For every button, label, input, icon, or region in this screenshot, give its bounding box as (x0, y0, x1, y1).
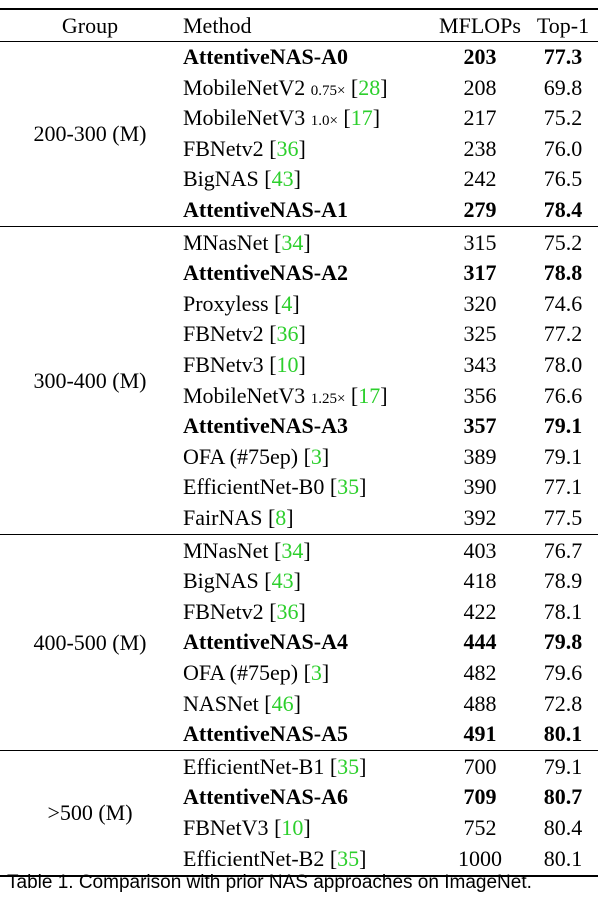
method-cell: EfficientNet-B0 [35] (183, 474, 367, 500)
mflops-cell: 482 (463, 660, 497, 685)
method-name: AttentiveNAS-A0 (183, 44, 348, 69)
method-cell: NASNet [46] (183, 690, 301, 716)
top1-cell: 77.2 (543, 321, 583, 347)
mflops-cell: 325 (463, 321, 497, 347)
method-name: EfficientNet-B1 (183, 753, 325, 779)
method-name: AttentiveNAS-A3 (183, 413, 348, 439)
group-label: 200-300 (M) (33, 121, 147, 146)
top1-cell: 78.4 (543, 197, 583, 222)
mflops-cell: 357 (463, 413, 497, 439)
method-cell: FBNetv3 [10] (183, 352, 306, 377)
citation-link[interactable]: 46 (271, 690, 294, 716)
method-cell (183, 719, 348, 750)
citation-link[interactable]: 36 (276, 135, 299, 161)
citation-link[interactable]: 35 (337, 753, 360, 779)
mflops-cell: 491 (463, 721, 497, 747)
width-multiplier: 1.0× (310, 113, 338, 130)
method-name: EfficientNet-B0 (183, 474, 325, 500)
citation-link[interactable]: 43 (271, 568, 294, 594)
mflops-cell: 203 (463, 44, 497, 69)
mflops-cell: 392 (463, 505, 497, 530)
method-cell (183, 42, 348, 73)
mflops-cell: 390 (463, 474, 497, 500)
method-name: NASNet (183, 690, 259, 716)
top1-cell: 77.3 (543, 44, 583, 69)
top1-cell: 79.1 (543, 413, 583, 439)
method-name: AttentiveNAS-A6 (183, 784, 348, 810)
method-cell: OFA (#75ep) [3] (183, 660, 330, 685)
mflops-cell: 752 (463, 815, 497, 840)
citation-link[interactable]: 4 (281, 290, 293, 316)
method-name: MNasNet (183, 537, 269, 563)
method-cell: OFA (#75ep) [3] (183, 443, 330, 469)
mflops-cell: 389 (463, 443, 497, 469)
top1-cell: 78.9 (543, 568, 583, 594)
method-name: BigNAS (183, 166, 259, 192)
mflops-cell: 356 (463, 382, 497, 408)
method-name: FBNetv2 (183, 598, 264, 624)
top1-cell: 77.5 (543, 505, 583, 530)
method-name: MobileNetV2 (183, 74, 306, 100)
top1-cell: 72.8 (543, 690, 583, 716)
citation-link[interactable]: 3 (310, 443, 322, 469)
method-cell (183, 258, 348, 289)
citation-link[interactable]: 36 (276, 321, 299, 347)
method-cell (183, 411, 348, 442)
top1-cell: 78.1 (543, 598, 583, 624)
top1-cell: 79.6 (543, 660, 583, 685)
method-cell: FBNetv2 [36] (183, 598, 306, 624)
top1-cell: 80.1 (543, 845, 583, 871)
method-cell: Proxyless [4] (183, 290, 300, 316)
method-name: OFA (#75ep) (183, 443, 299, 469)
citation-link[interactable]: 35 (337, 474, 360, 500)
group-label: 300-400 (M) (33, 367, 147, 393)
top1-cell: 79.1 (543, 753, 583, 779)
header-group: Group (61, 13, 119, 38)
mflops-cell: 403 (463, 537, 497, 563)
method-name: EfficientNet-B2 (183, 845, 325, 871)
method-name: AttentiveNAS-A4 (183, 629, 348, 655)
method-name: FBNetv3 (183, 352, 264, 377)
mflops-cell: 315 (463, 229, 497, 255)
citation-link[interactable]: 35 (337, 845, 360, 871)
method-name: OFA (#75ep) (183, 660, 299, 685)
mflops-cell: 242 (463, 166, 497, 192)
citation-link[interactable]: 36 (276, 598, 299, 624)
citation-link[interactable]: 10 (276, 352, 299, 377)
top1-cell: 78.8 (543, 260, 583, 286)
top-rule (0, 8, 598, 10)
mflops-cell: 418 (463, 568, 497, 594)
method-name: AttentiveNAS-A2 (183, 260, 348, 286)
header-top1: Top-1 (536, 13, 590, 38)
citation-link[interactable]: 34 (281, 537, 304, 563)
mflops-cell: 238 (463, 135, 497, 161)
mflops-cell: 317 (463, 260, 497, 286)
method-cell: MNasNet [34] (183, 229, 311, 255)
mflops-cell: 444 (463, 629, 497, 655)
table-caption: Table 1. Comparison with prior NAS approaches on ImageNet. (7, 872, 532, 893)
method-name: FBNetV3 (183, 815, 269, 840)
top1-cell: 69.8 (543, 74, 583, 100)
method-name: MobileNetV3 (183, 105, 306, 131)
mflops-cell: 217 (463, 105, 497, 131)
method-cell: FBNetv2 [36] (183, 135, 306, 161)
method-cell: EfficientNet-B1 [35] (183, 753, 367, 779)
top1-cell: 76.5 (543, 166, 583, 192)
group-label: >500 (M) (47, 799, 133, 825)
top1-cell: 78.0 (543, 352, 583, 377)
group-separator (0, 226, 598, 227)
mflops-cell: 700 (463, 753, 497, 779)
group-separator (0, 534, 598, 535)
group-separator (0, 750, 598, 751)
method-cell (183, 627, 348, 658)
method-cell: MNasNet [34] (183, 537, 311, 563)
top1-cell: 75.2 (543, 229, 583, 255)
top1-cell: 80.1 (543, 721, 583, 747)
top1-cell: 79.8 (543, 629, 583, 655)
mflops-cell: 320 (463, 290, 497, 316)
method-name: BigNAS (183, 568, 259, 594)
citation-link[interactable]: 10 (281, 815, 304, 840)
top1-cell: 77.1 (543, 474, 583, 500)
citation-link[interactable]: 28 (358, 74, 381, 100)
top1-cell: 75.2 (543, 105, 583, 131)
method-cell: MobileNetV2 0.75× [28] (183, 74, 388, 100)
method-cell: EfficientNet-B2 [35] (183, 845, 367, 871)
mflops-cell: 422 (463, 598, 497, 624)
method-name: FBNetv2 (183, 321, 264, 347)
method-cell: BigNAS [43] (183, 166, 301, 192)
mflops-cell: 208 (463, 74, 497, 100)
method-cell: FBNetv2 [36] (183, 321, 306, 347)
header-mflops: MFLOPs (439, 13, 521, 38)
top1-cell: 76.7 (543, 537, 583, 563)
method-cell (183, 782, 348, 813)
method-name: FBNetv2 (183, 135, 264, 161)
width-multiplier: 1.25× (310, 390, 346, 407)
citation-link[interactable]: 34 (281, 229, 304, 255)
top1-cell: 80.4 (543, 815, 583, 840)
top1-cell: 80.7 (543, 784, 583, 810)
citation-link[interactable]: 8 (275, 505, 287, 530)
method-cell: FBNetV3 [10] (183, 815, 311, 840)
group-label: 400-500 (M) (33, 629, 147, 655)
method-name: MNasNet (183, 229, 269, 255)
mflops-cell: 343 (463, 352, 497, 377)
method-name: MobileNetV3 (183, 382, 306, 408)
width-multiplier: 0.75× (310, 82, 346, 99)
citation-link[interactable]: 17 (358, 382, 381, 408)
mflops-cell: 1000 (458, 845, 502, 871)
method-name: Proxyless (183, 290, 269, 316)
top1-cell: 74.6 (543, 290, 583, 316)
method-cell: FairNAS [8] (183, 505, 294, 530)
method-cell: BigNAS [43] (183, 568, 301, 594)
top1-cell: 79.1 (543, 443, 583, 469)
citation-link[interactable]: 3 (310, 660, 322, 685)
method-cell: MobileNetV3 1.25× [17] (183, 382, 388, 408)
mflops-cell: 488 (463, 690, 497, 716)
header-method: Method (183, 13, 252, 38)
method-name: AttentiveNAS-A5 (183, 721, 348, 747)
mflops-cell: 709 (463, 784, 497, 810)
method-name: FairNAS (183, 505, 263, 530)
top1-cell: 76.0 (543, 135, 583, 161)
mflops-cell: 279 (463, 197, 497, 222)
method-name: AttentiveNAS-A1 (183, 197, 348, 222)
top1-cell: 76.6 (543, 382, 583, 408)
citation-link[interactable]: 43 (271, 166, 294, 192)
method-cell (183, 195, 348, 226)
citation-link[interactable]: 17 (350, 105, 373, 131)
method-cell: MobileNetV3 1.0× [17] (183, 105, 381, 131)
table-header (0, 10, 598, 42)
